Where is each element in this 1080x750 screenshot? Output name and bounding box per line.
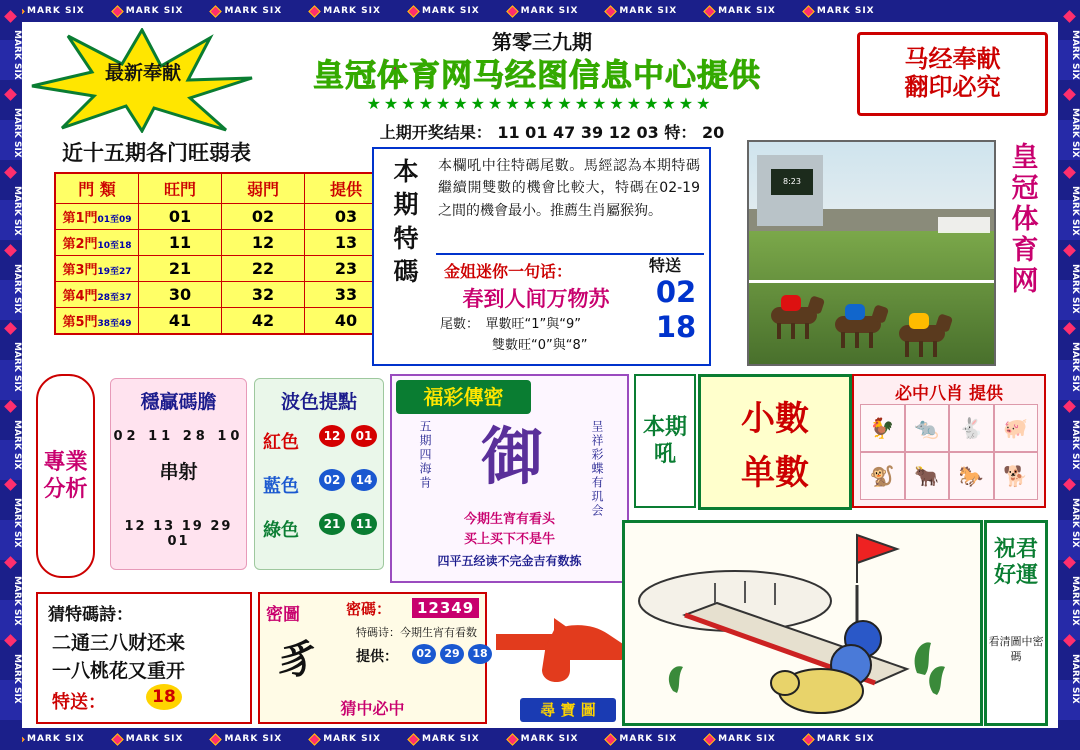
guess-poem-title: 猜特碼詩：: [48, 605, 133, 625]
table-row: [55, 308, 388, 335]
color-ball: 01: [351, 425, 377, 447]
poster-inner: [22, 22, 1058, 728]
zodiac-cell: 🐖: [994, 404, 1039, 452]
gate-ruo-value: 12: [222, 230, 305, 256]
gate-ti-value: 13: [305, 230, 389, 256]
border-label: MARK SIX: [224, 734, 283, 744]
stable-code-mid: 串射: [159, 461, 198, 483]
hint-label: 金姐迷你一句话：: [444, 262, 573, 281]
page-title: 皇冠体育网马经图信息中心提供: [313, 58, 761, 94]
border-label: MARK SIX: [224, 6, 283, 16]
color-hint-label: 綠色: [263, 520, 299, 541]
last-result-special-label: 特：: [664, 123, 697, 142]
border-mark: [592, 6, 691, 16]
star-divider: ★★★★★★★★★★★★★★★★★★★★: [366, 94, 714, 113]
color-ball: 14: [351, 469, 377, 491]
diamond-icon: [802, 733, 815, 746]
border-mark: [395, 734, 494, 744]
gate-wang-value: 01: [139, 204, 222, 230]
copyright-box: [857, 32, 1048, 116]
border-label: MARK SIX: [12, 576, 22, 626]
table-row: [55, 204, 388, 230]
stable-code-numbers-2: 12 13 19 29 01: [124, 519, 233, 549]
border-label: MARK SIX: [12, 186, 22, 236]
secret-provide-label: 提供：: [356, 649, 398, 665]
gate-ti-value: 33: [305, 282, 389, 308]
border-label: MARK SIX: [421, 6, 480, 16]
border-mark: [99, 734, 198, 744]
border-mark: [790, 734, 889, 744]
diamond-icon: [4, 10, 17, 23]
last-result-label: 上期开奖结果：: [379, 123, 492, 142]
table-header-3: 提供: [305, 173, 389, 204]
fucai-panel: [390, 374, 629, 583]
border-mark: [691, 734, 790, 744]
stable-code-numbers: 02 11 28 10: [113, 429, 244, 444]
secret-code-poem: 特碼诗：今期生宵有看数: [356, 626, 477, 639]
cartoon-illustration: [622, 520, 983, 726]
treasure-map-label: 尋 寶 圖: [520, 698, 616, 722]
diamond-icon: [4, 634, 17, 647]
border-mark: [197, 6, 296, 16]
gate-table: [54, 172, 389, 335]
call-value-1: 小數: [741, 399, 809, 439]
border-mark: [494, 734, 593, 744]
gate-wang-value: 11: [139, 230, 222, 256]
border-label: MARK SIX: [520, 734, 579, 744]
border-label: MARK SIX: [619, 734, 678, 744]
side-char-4: 碼: [393, 256, 419, 286]
zodiac-cell: 🐒: [860, 452, 905, 500]
diamond-icon: [1063, 166, 1076, 179]
diamond-icon: [4, 322, 17, 335]
send-numbers: [652, 275, 700, 345]
guess-send-number: 18: [146, 684, 182, 710]
table-row: [55, 282, 388, 308]
fucai-bottom-3: 四平五经读不完金吉有数拣: [437, 554, 582, 568]
diamond-icon: [1063, 478, 1076, 491]
diamond-icon: [4, 478, 17, 491]
secret-code-label: 密碼：: [346, 600, 392, 618]
horse-3: [895, 311, 953, 355]
border-label: MARK SIX: [718, 734, 776, 744]
last-result-numbers: 11 01 47 39 12 03: [497, 123, 659, 142]
tail-hint: [440, 315, 645, 357]
bottom-border-band: [0, 728, 1080, 750]
diamond-icon: [308, 5, 321, 18]
secret-provide-number-2: 29: [440, 644, 464, 664]
color-ball: 12: [319, 425, 345, 447]
diamond-icon: [1063, 634, 1076, 647]
diamond-icon: [111, 733, 124, 746]
border-mark: [296, 6, 395, 16]
side-char-3: 特: [393, 223, 419, 253]
table-header-0: 門 類: [55, 173, 139, 204]
diamond-icon: [703, 5, 716, 18]
border-label: MARK SIX: [520, 6, 579, 16]
diamond-icon: [210, 5, 223, 18]
zodiac-cell: 🐓: [860, 404, 905, 452]
border-label: MARK SIX: [718, 6, 776, 16]
fucai-col-left: 五期四海肯: [418, 420, 432, 490]
top-border-band: [0, 0, 1080, 22]
photo-tote-board: 8:23: [771, 169, 813, 195]
diamond-icon: [308, 733, 321, 746]
diamond-icon: [4, 166, 17, 179]
tail-hint-line-2: 雙數旺“0”與“8”: [440, 337, 588, 353]
border-label: MARK SIX: [12, 264, 22, 314]
color-hint-row: [263, 425, 375, 455]
secret-provide-number-1: 02: [412, 644, 436, 664]
gate-label: 第4門28至37: [55, 282, 139, 308]
border-label: MARK SIX: [12, 654, 22, 704]
secret-picture-tag: 密圖: [266, 605, 300, 625]
stable-code-title: 穩贏碼膽: [140, 391, 217, 413]
color-hint-title: 波色提點: [280, 391, 357, 413]
border-label: MARK SIX: [1070, 342, 1080, 392]
border-label: MARK SIX: [323, 734, 381, 744]
copyright-line-1: 马经奉献: [904, 45, 1001, 74]
table-row: [55, 230, 388, 256]
border-label: MARK SIX: [619, 6, 678, 16]
gate-ruo-value: 02: [222, 204, 305, 230]
diamond-icon: [506, 5, 519, 18]
diamond-icon: [605, 733, 618, 746]
border-mark: [395, 6, 494, 16]
zodiac-cell: 🐀: [905, 404, 950, 452]
diamond-icon: [703, 733, 716, 746]
last-result-special: 20: [701, 123, 725, 142]
special-code-body: 本欄吼中往特碼尾數。馬經認為本期特碼繼續開雙數的機會比較大，特碼在02-19之間的機會最小。推薦生肖屬猴狗。: [438, 158, 700, 219]
border-mark: [691, 6, 790, 16]
border-label: MARK SIX: [12, 342, 22, 392]
special-code-panel: [372, 147, 711, 366]
diamond-icon: [1063, 88, 1076, 101]
horse-race-photo: [747, 140, 996, 366]
diamond-icon: [407, 5, 420, 18]
diamond-icon: [4, 88, 17, 101]
diamond-icon: [802, 5, 815, 18]
fucai-title: 福彩傳密: [396, 380, 531, 414]
table-header-1: 旺門: [139, 173, 222, 204]
border-label: MARK SIX: [1070, 576, 1080, 626]
starburst-label: 最新奉献: [104, 62, 181, 84]
gate-label: 第3門19至27: [55, 256, 139, 282]
gate-label: 第2門10至18: [55, 230, 139, 256]
guess-poem-line-1: 二通三八财还来: [52, 632, 186, 654]
gate-ruo-value: 32: [222, 282, 305, 308]
border-label: MARK SIX: [816, 6, 875, 16]
diamond-icon: [210, 733, 223, 746]
table-header-2: 弱門: [222, 173, 305, 204]
border-label: MARK SIX: [27, 734, 85, 744]
border-label: MARK SIX: [1070, 186, 1080, 236]
border-label: MARK SIX: [27, 6, 85, 16]
current-call-title-text: 本期吼: [642, 414, 687, 467]
diamond-icon: [4, 400, 17, 413]
color-hint-row: [263, 469, 375, 499]
eight-zodiac-title: 必中八肖 提供: [895, 384, 1003, 404]
stable-code-box: [110, 378, 247, 570]
good-luck-title: 祝君好運: [993, 537, 1038, 589]
fucai-big-char: 御: [480, 420, 543, 493]
gate-ti-value: 23: [305, 256, 389, 282]
send-number-1: 02: [655, 275, 697, 309]
gate-ti-value: 03: [305, 204, 389, 230]
starburst-badge: [30, 28, 255, 133]
gate-ruo-value: 42: [222, 308, 305, 335]
last-result: [322, 120, 782, 143]
border-label: MARK SIX: [1070, 264, 1080, 314]
special-code-side-title: [378, 155, 434, 288]
border-label: MARK SIX: [12, 108, 22, 158]
border-mark: [494, 6, 593, 16]
photo-sign: [938, 217, 990, 233]
fucai-bottom-2: 买上买下不是牛: [463, 532, 555, 547]
diamond-icon: [1063, 400, 1076, 413]
secret-picture-box: [258, 592, 487, 724]
call-value-2: 单數: [741, 453, 809, 493]
analysis-side-title: [36, 374, 95, 578]
horse-1: [767, 293, 825, 337]
border-label: MARK SIX: [12, 498, 22, 548]
table-row: [55, 256, 388, 282]
diamond-icon: [1063, 556, 1076, 569]
hint-poem: 春到人间万物苏: [462, 287, 610, 311]
zodiac-cell: 🐕: [994, 452, 1039, 500]
guess-send-label: 特送：: [52, 692, 106, 713]
copyright-line-2: 翻印必究: [904, 73, 1001, 101]
diamond-icon: [111, 5, 124, 18]
right-border-label: [1058, 0, 1080, 750]
border-mark: [790, 6, 889, 16]
diamond-icon: [1063, 10, 1076, 23]
eight-zodiac-box: [852, 374, 1046, 508]
diamond-icon: [605, 5, 618, 18]
guess-poem-box: [36, 592, 252, 724]
diamond-icon: [4, 556, 17, 569]
good-luck-box: [984, 520, 1048, 726]
pointing-hand-icon: [492, 600, 637, 712]
border-label: MARK SIX: [1070, 654, 1080, 704]
side-char-1: 本: [393, 157, 419, 186]
send-number-2: 18: [655, 309, 697, 344]
border-mark: [592, 734, 691, 744]
border-mark: [197, 734, 296, 744]
border-label: MARK SIX: [1070, 420, 1080, 470]
diamond-icon: [506, 733, 519, 746]
diamond-icon: [1063, 244, 1076, 257]
border-label: MARK SIX: [125, 6, 184, 16]
border-label: MARK SIX: [12, 30, 22, 80]
border-label: MARK SIX: [421, 734, 480, 744]
fucai-col-right: 呈祥彩蝶有玑会: [590, 420, 604, 518]
table-header-row: [55, 173, 388, 204]
border-label: MARK SIX: [1070, 108, 1080, 158]
left-border-label: [0, 0, 22, 750]
color-hint-box: [254, 378, 384, 570]
border-label: MARK SIX: [1070, 30, 1080, 80]
border-label: MARK SIX: [12, 420, 22, 470]
diamond-icon: [407, 733, 420, 746]
color-hint-label: 藍色: [263, 476, 299, 497]
gate-ti-value: 40: [305, 308, 389, 335]
current-call-title: [634, 374, 696, 508]
gate-label: 第1門01至09: [55, 204, 139, 230]
secret-glyph: 豸: [274, 637, 321, 683]
color-hint-row: [263, 513, 375, 543]
gate-label: 第5門38至49: [55, 308, 139, 335]
diamond-icon: [4, 244, 17, 257]
brand-vertical-title: 皇冠体育网: [1011, 142, 1039, 298]
cartoon-svg: [625, 523, 980, 723]
diamond-icon: [1063, 322, 1076, 335]
analysis-side-title-text: 專業分析: [43, 449, 88, 502]
secret-provide-number-3: 18: [468, 644, 492, 664]
good-luck-sub: 看清圖中密碼: [988, 635, 1044, 663]
border-label: MARK SIX: [125, 734, 184, 744]
zodiac-cell: 🐂: [905, 452, 950, 500]
gate-wang-value: 21: [139, 256, 222, 282]
border-label: MARK SIX: [816, 734, 875, 744]
side-char-2: 期: [393, 190, 419, 220]
border-label: MARK SIX: [1070, 498, 1080, 548]
color-hint-label: 紅色: [263, 432, 299, 453]
gate-ruo-value: 22: [222, 256, 305, 282]
send-label: 特送: [649, 256, 682, 275]
border-mark: [296, 734, 395, 744]
horse-2: [831, 302, 889, 346]
guess-poem-line-2: 一八桃花又重开: [52, 660, 186, 682]
gate-wang-value: 41: [139, 308, 222, 335]
table-title: 近十五期各门旺弱表: [62, 141, 251, 165]
border-mark: [99, 6, 198, 16]
current-call-values: [698, 374, 852, 510]
color-ball: 21: [319, 513, 345, 535]
gate-wang-value: 30: [139, 282, 222, 308]
photo-rail: [749, 280, 994, 283]
secret-footer: 猜中必中: [340, 699, 405, 718]
border-label: MARK SIX: [323, 6, 381, 16]
color-ball: 11: [351, 513, 377, 535]
zodiac-cell: 🐇: [949, 404, 994, 452]
zodiac-cell: 🐎: [949, 452, 994, 500]
fucai-bottom-1: 今期生宵有看头: [463, 512, 555, 527]
color-ball: 02: [319, 469, 345, 491]
secret-code-value: 12349: [412, 598, 479, 618]
issue-number: 第零三九期: [492, 30, 592, 54]
tail-hint-line-1: 尾數： 單數旺“1”與“9”: [440, 317, 581, 332]
